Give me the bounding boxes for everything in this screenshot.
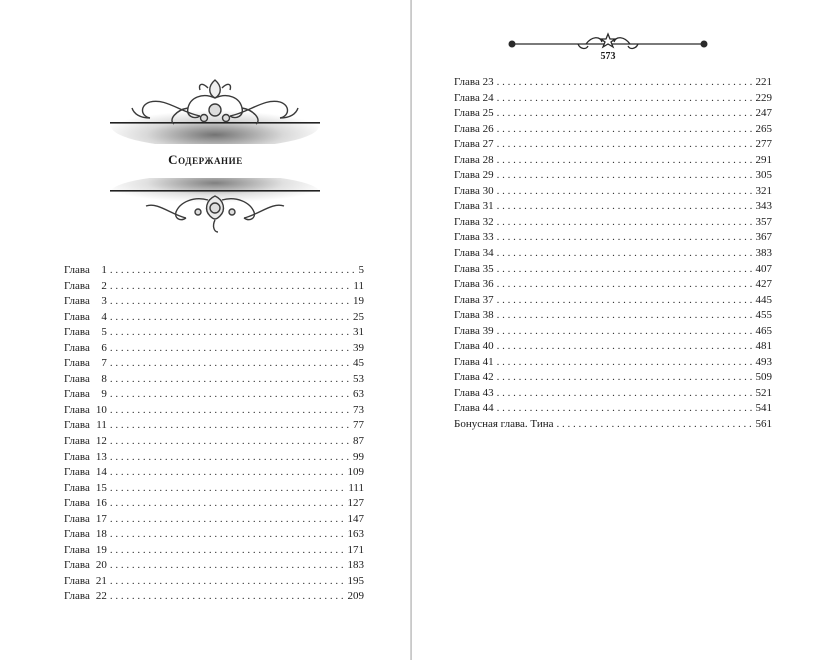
toc-entry <box>454 75 772 91</box>
toc-entry-page: 39 <box>353 341 364 354</box>
dot-leader <box>110 543 345 559</box>
dot-leader <box>110 512 345 528</box>
dot-leader <box>497 91 753 107</box>
toc-entry-label: Глава <box>64 403 90 416</box>
dot-leader <box>497 122 753 138</box>
toc-entry-label: Глава <box>64 310 90 323</box>
toc-entry <box>64 356 364 372</box>
toc-entry-label: Глава <box>64 512 90 525</box>
dot-leader <box>110 465 345 481</box>
toc-entry <box>64 263 364 279</box>
dot-leader <box>110 403 350 419</box>
toc-entry <box>64 512 364 528</box>
dot-leader <box>497 168 753 184</box>
dot-leader <box>110 450 350 466</box>
toc-entry-page: 183 <box>347 559 364 572</box>
toc-entry <box>64 558 364 574</box>
toc-entry <box>454 137 772 153</box>
toc-entry-page: 367 <box>755 231 772 244</box>
toc-entry-page: 407 <box>755 262 772 275</box>
toc-entry-label: Глава <box>64 528 90 541</box>
toc-entry-page: 53 <box>353 372 364 385</box>
toc-entry-page: 343 <box>755 200 772 213</box>
toc-entry-page: 63 <box>353 388 364 401</box>
dot-leader <box>110 496 345 512</box>
toc-entry-page: 45 <box>353 357 364 370</box>
toc-entry-label: Глава <box>64 357 90 370</box>
toc-entry-page: 19 <box>353 295 364 308</box>
dot-leader <box>497 355 753 371</box>
toc-entry-page: 25 <box>353 310 364 323</box>
toc-entry-page: 163 <box>347 528 364 541</box>
toc-entry-label: Глава 28 <box>454 153 494 166</box>
dot-leader <box>497 230 753 246</box>
dot-leader <box>497 184 753 200</box>
dot-leader <box>110 356 350 372</box>
toc-entry-page: 465 <box>755 324 772 337</box>
toc-entry-label: Глава <box>64 590 90 603</box>
toc-entry-page: 509 <box>755 371 772 384</box>
toc-entry-number: 5 <box>101 326 107 339</box>
toc-entry-label: Глава 36 <box>454 278 494 291</box>
toc-entry-number: 22 <box>95 590 107 603</box>
toc-entry-page: 99 <box>353 450 364 463</box>
toc-entry-page: 87 <box>353 435 364 448</box>
toc-entry-number: 3 <box>101 295 107 308</box>
toc-entry-page: 247 <box>755 107 772 120</box>
toc-entry-label: Глава <box>64 435 90 448</box>
toc-entry-number: 4 <box>101 310 107 323</box>
toc-entry-label: Глава <box>64 279 90 292</box>
toc-entry <box>454 91 772 107</box>
dot-leader <box>497 324 753 340</box>
dot-leader <box>497 401 753 417</box>
toc-entry-number: 13 <box>95 450 107 463</box>
toc-entry-number: 6 <box>101 341 107 354</box>
toc-entry-page: 521 <box>755 386 772 399</box>
toc-entry-label: Глава 25 <box>454 107 494 120</box>
toc-entry-label: Глава 29 <box>454 169 494 182</box>
toc-entry <box>454 277 772 293</box>
toc-entry-page: 541 <box>755 402 772 415</box>
toc-entry-page: 221 <box>755 76 772 88</box>
toc-entry <box>64 294 364 310</box>
toc-entry-label: Глава 26 <box>454 122 494 135</box>
dot-leader <box>110 481 345 497</box>
toc-entry-page: 493 <box>755 355 772 368</box>
toc-entry-page: 11 <box>353 279 364 292</box>
dot-leader <box>497 106 753 122</box>
dot-leader <box>497 199 753 215</box>
toc-entry <box>454 230 772 246</box>
toc-entry-label: Глава 40 <box>454 340 494 353</box>
toc-entry <box>454 199 772 215</box>
toc-entry <box>454 168 772 184</box>
toc-entry <box>454 386 772 402</box>
toc-entry <box>64 341 364 357</box>
dot-leader <box>110 294 350 310</box>
toc-entry-label: Глава <box>64 326 90 339</box>
toc-entry-number: 21 <box>95 574 107 587</box>
page-number: 573 <box>600 51 616 62</box>
toc-entry-page: 109 <box>347 466 364 479</box>
toc-entry <box>64 589 364 605</box>
toc-entry-page: 195 <box>347 574 364 587</box>
dot-leader <box>110 279 351 295</box>
dot-leader <box>497 339 753 355</box>
toc-entry <box>454 246 772 262</box>
toc-entry-label: Глава <box>64 481 90 494</box>
toc-entry-page: 5 <box>358 264 364 276</box>
toc-entry <box>454 308 772 324</box>
toc-entry-label: Глава 35 <box>454 262 494 275</box>
toc-entry-number: 15 <box>95 481 107 494</box>
toc-entry-page: 73 <box>353 403 364 416</box>
toc-entry-number: 9 <box>101 388 107 401</box>
toc-entry <box>64 574 364 590</box>
toc-entry <box>454 184 772 200</box>
toc-list-left <box>64 263 364 605</box>
dot-leader <box>497 262 753 278</box>
dot-leader <box>110 527 345 543</box>
toc-entry <box>454 153 772 169</box>
toc-entry-number: 7 <box>101 357 107 370</box>
toc-entry-number: 18 <box>95 528 107 541</box>
toc-entry-page: 127 <box>347 497 364 510</box>
dot-leader <box>110 341 350 357</box>
toc-entry-label: Глава 43 <box>454 386 494 399</box>
toc-entry-label: Глава 33 <box>454 231 494 244</box>
dot-leader <box>497 75 753 91</box>
dot-leader <box>557 417 753 433</box>
dot-leader <box>110 434 350 450</box>
toc-entry-number: 1 <box>101 264 107 276</box>
toc-entry-number: 16 <box>95 497 107 510</box>
toc-entry-number: 10 <box>95 403 107 416</box>
dot-leader <box>497 153 753 169</box>
toc-entry <box>454 339 772 355</box>
toc-entry <box>64 465 364 481</box>
dot-leader <box>497 386 753 402</box>
dot-leader <box>497 370 753 386</box>
toc-entry <box>454 122 772 138</box>
toc-entry-page: 111 <box>348 481 364 494</box>
toc-entry-label: Бонусная глава. Тина <box>454 418 554 431</box>
toc-entry-number: 11 <box>96 419 107 432</box>
toc-entry-number: 17 <box>95 512 107 525</box>
dot-leader <box>497 246 753 262</box>
toc-entry-page: 321 <box>755 184 772 197</box>
toc-entry-number: 8 <box>101 372 107 385</box>
dot-leader <box>497 215 753 231</box>
toc-entry-label: Глава 24 <box>454 91 494 104</box>
toc-entry-label: Глава <box>64 341 90 354</box>
toc-entry <box>64 279 364 295</box>
toc-entry <box>64 450 364 466</box>
right-page <box>412 0 820 660</box>
toc-entry <box>64 496 364 512</box>
toc-entry-number: 2 <box>101 279 107 292</box>
toc-entry <box>64 543 364 559</box>
toc-entry-page: 305 <box>755 169 772 182</box>
toc-entry-label: Глава <box>64 388 90 401</box>
toc-entry-label: Глава 27 <box>454 138 494 151</box>
toc-entry-label: Глава <box>64 295 90 308</box>
dot-leader <box>497 308 753 324</box>
toc-entry-page: 445 <box>755 293 772 306</box>
toc-entry <box>64 387 364 403</box>
dot-leader <box>110 558 345 574</box>
toc-entry-page: 265 <box>755 122 772 135</box>
toc-entry-label: Глава <box>64 559 90 572</box>
bottom-flourish-ornament <box>110 178 320 236</box>
toc-entry <box>454 355 772 371</box>
toc-entry-label: Глава <box>64 372 90 385</box>
dot-leader <box>110 325 350 341</box>
toc-entry <box>454 262 772 278</box>
toc-entry-label: Глава <box>64 497 90 510</box>
toc-entry-number: 14 <box>95 466 107 479</box>
dot-leader <box>110 263 356 279</box>
toc-entry-label: Глава 34 <box>454 247 494 260</box>
toc-entry <box>454 324 772 340</box>
toc-entry-label: Глава 30 <box>454 184 494 197</box>
toc-entry-page: 209 <box>347 590 364 603</box>
toc-entry-label: Глава <box>64 419 90 432</box>
toc-entry <box>454 215 772 231</box>
dot-leader <box>110 574 345 590</box>
toc-entry-page: 277 <box>755 138 772 151</box>
toc-entry-number: 12 <box>95 435 107 448</box>
toc-entry-page: 171 <box>347 543 364 556</box>
dot-leader <box>110 387 350 403</box>
toc-entry-label: Глава <box>64 466 90 479</box>
toc-entry-label: Глава 39 <box>454 324 494 337</box>
toc-entry-page: 427 <box>755 278 772 291</box>
toc-entry-page: 77 <box>353 419 364 432</box>
dot-leader <box>110 372 350 388</box>
toc-entry <box>64 527 364 543</box>
dot-leader <box>110 310 350 326</box>
toc-entry-label: Глава 31 <box>454 200 494 213</box>
toc-entry-page: 383 <box>755 247 772 260</box>
toc-entry <box>454 293 772 309</box>
toc-entry-label: Глава <box>64 264 90 276</box>
toc-entry-page: 481 <box>755 340 772 353</box>
toc-title: Содержание <box>168 152 243 167</box>
toc-entry-page: 357 <box>755 215 772 228</box>
toc-entry <box>64 372 364 388</box>
toc-entry-page: 31 <box>353 326 364 339</box>
toc-entry-label: Глава 37 <box>454 293 494 306</box>
toc-entry-label: Глава 23 <box>454 76 494 88</box>
toc-entry <box>454 106 772 122</box>
top-flourish-ornament <box>110 72 320 144</box>
toc-entry-page: 229 <box>755 91 772 104</box>
dot-leader <box>110 418 350 434</box>
toc-entry-number: 20 <box>95 559 107 572</box>
toc-entry-page: 147 <box>347 512 364 525</box>
toc-entry-label: Глава 41 <box>454 355 494 368</box>
toc-entry <box>64 325 364 341</box>
toc-entry <box>64 434 364 450</box>
toc-entry-label: Глава <box>64 450 90 463</box>
toc-entry-bonus <box>454 417 772 433</box>
toc-entry-label: Глава 38 <box>454 309 494 322</box>
toc-entry-number: 19 <box>95 543 107 556</box>
toc-entry <box>64 310 364 326</box>
dot-leader <box>497 277 753 293</box>
toc-entry <box>454 370 772 386</box>
toc-entry <box>64 418 364 434</box>
dot-leader <box>497 137 753 153</box>
toc-entry-page: 291 <box>755 153 772 166</box>
toc-entry-label: Глава <box>64 574 90 587</box>
toc-entry <box>64 481 364 497</box>
toc-entry-page: 455 <box>755 309 772 322</box>
toc-entry-label: Глава <box>64 543 90 556</box>
toc-entry-label: Глава 32 <box>454 215 494 228</box>
toc-entry <box>454 401 772 417</box>
toc-entry-label: Глава 44 <box>454 402 494 415</box>
toc-entry <box>64 403 364 419</box>
toc-entry-page: 561 <box>755 418 772 431</box>
dot-leader <box>110 589 345 605</box>
dot-leader <box>497 293 753 309</box>
toc-list-right <box>454 75 772 433</box>
toc-entry-label: Глава 42 <box>454 371 494 384</box>
